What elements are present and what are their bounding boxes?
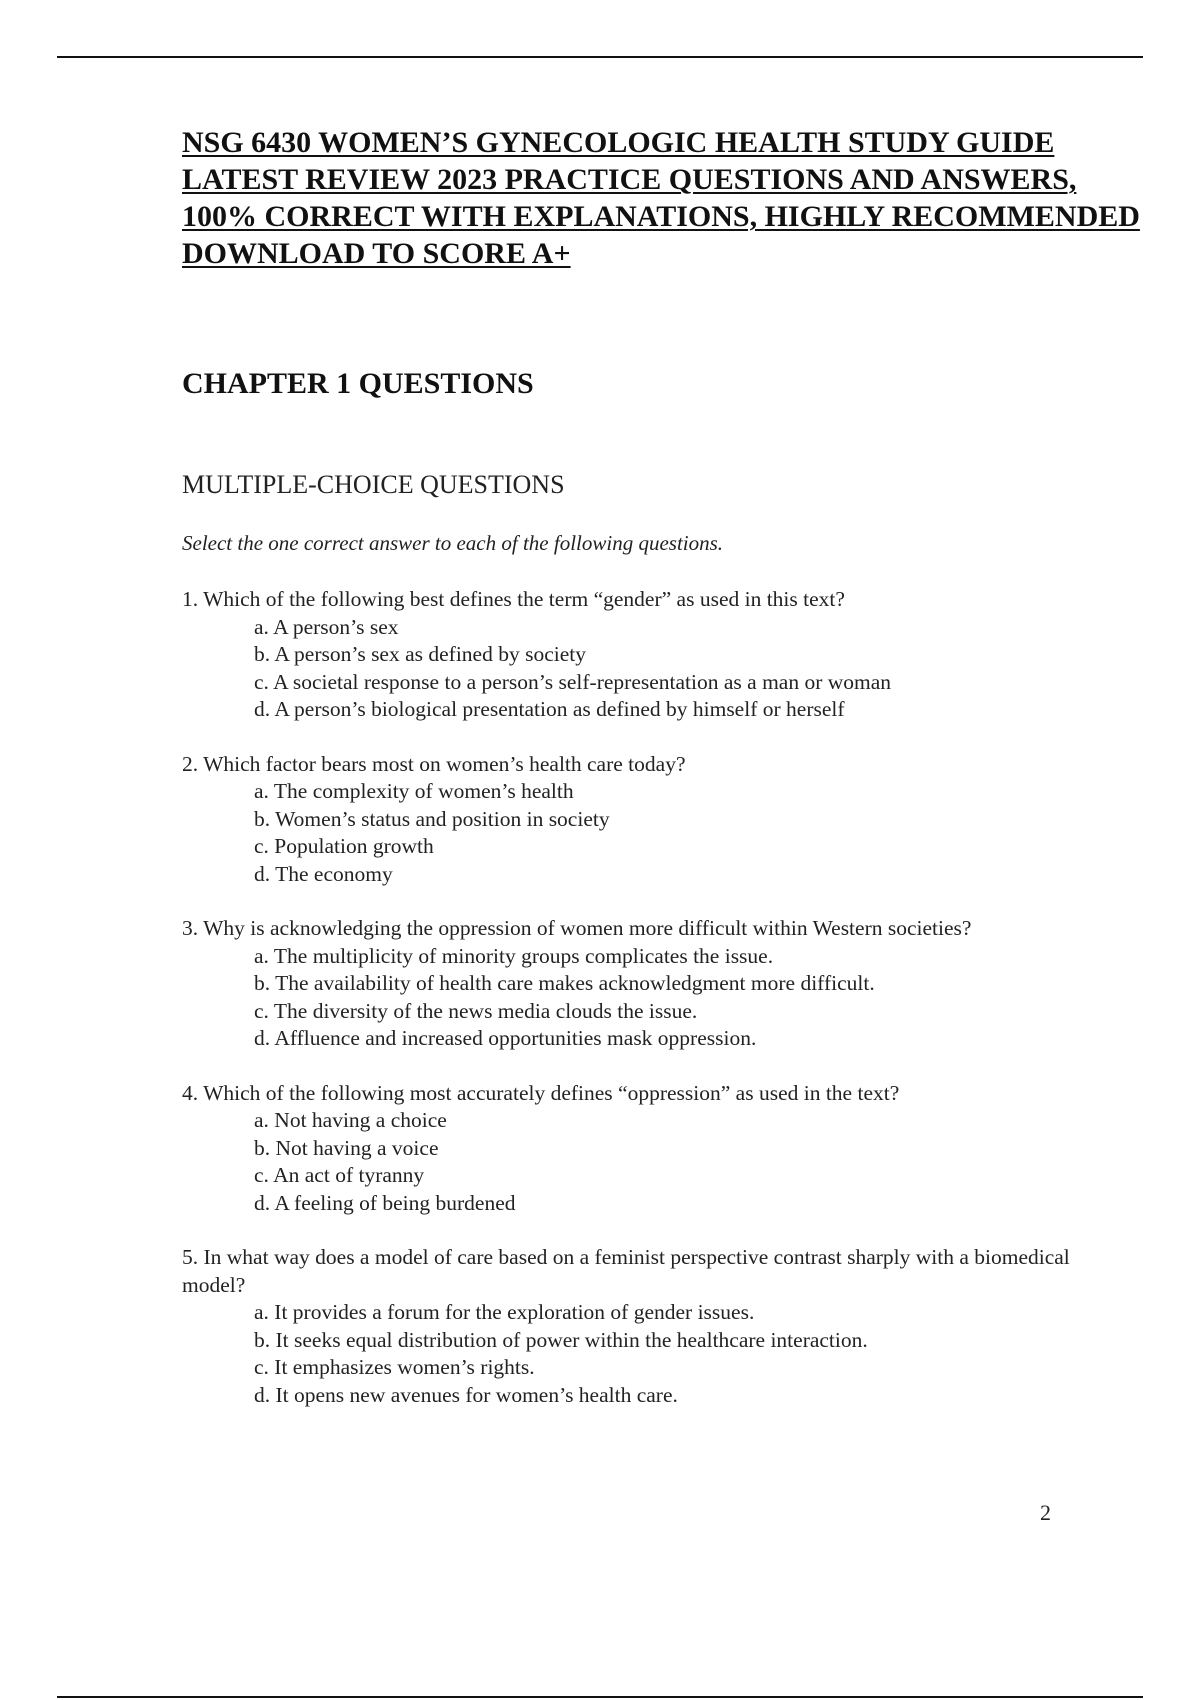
answer-option: c. An act of tyranny	[254, 1163, 425, 1187]
document-title	[182, 124, 1200, 272]
answer-option: a. A person’s sex	[254, 614, 399, 639]
answer-options	[182, 1107, 1082, 1217]
question-3	[182, 915, 1082, 1053]
answer-option: c. It emphasizes women’s rights.	[254, 1355, 535, 1379]
answer-option: d. The economy	[254, 861, 393, 886]
answer-options	[182, 614, 1082, 724]
answer-option: b. It seeks equal distribution of power within the healthcare interaction.	[254, 1327, 868, 1352]
title-line: LATEST REVIEW 2023 PRACTICE QUESTIONS AND ANSWERS,	[182, 163, 1077, 196]
answer-option: a. The complexity of women’s health	[254, 779, 574, 803]
answer-option: b. A person’s sex as defined by society	[254, 642, 587, 666]
bottom-rule	[57, 1696, 1143, 1698]
question-stem: 3. Why is acknowledging the oppression of women more difficult within Western societies?	[182, 916, 972, 940]
top-rule	[57, 56, 1143, 58]
answer-options	[182, 943, 1082, 1053]
answer-option: a. The multiplicity of minority groups complicates the issue.	[254, 943, 774, 968]
question-5	[182, 1244, 1082, 1409]
title-line: DOWNLOAD TO SCORE A+	[182, 237, 571, 270]
answer-option: a. Not having a choice	[254, 1108, 447, 1132]
page-content	[182, 124, 1200, 1407]
answer-options	[182, 1299, 1082, 1409]
answer-option: c. Population growth	[254, 834, 434, 858]
answer-option: c. A societal response to a person’s self-representation as a man or woman	[254, 669, 892, 694]
answer-option: d. Affluence and increased opportunities mask oppression.	[254, 1026, 757, 1050]
answer-option: c. The diversity of the news media clouds the issue.	[254, 998, 698, 1023]
question-list	[182, 586, 1082, 1436]
answer-option: d. A feeling of being burdened	[254, 1190, 516, 1215]
page-number: 2	[1040, 1500, 1051, 1525]
question-1	[182, 586, 1082, 724]
question-2	[182, 751, 1082, 889]
question-4	[182, 1080, 1082, 1218]
chapter-heading: CHAPTER 1 QUESTIONS	[182, 367, 534, 400]
answer-option: b. Women’s status and position in society	[254, 806, 610, 831]
answer-options	[182, 778, 1082, 888]
answer-option: d. It opens new avenues for women’s health care.	[254, 1382, 678, 1407]
instructions-text: Select the one correct answer to each of the following questions.	[182, 531, 724, 555]
section-heading: MULTIPLE-CHOICE QUESTIONS	[182, 470, 565, 499]
answer-option: b. Not having a voice	[254, 1135, 439, 1160]
question-stem: 1. Which of the following best defines the term “gender” as used in this text?	[182, 587, 845, 611]
answer-option: a. It provides a forum for the exploration of gender issues.	[254, 1300, 755, 1324]
title-line: 100% CORRECT WITH EXPLANATIONS, HIGHLY RECOMMENDED	[182, 200, 1140, 233]
question-stem: 5. In what way does a model of care based on a feminist perspective contrast sharply with a biomedical model?	[182, 1245, 1070, 1297]
answer-option: b. The availability of health care makes acknowledgment more difficult.	[254, 971, 875, 995]
title-line: NSG 6430 WOMEN’S GYNECOLOGIC HEALTH STUDY GUIDE	[182, 126, 1055, 159]
answer-option: d. A person’s biological presentation as defined by himself or herself	[254, 697, 845, 721]
question-stem: 4. Which of the following most accurately defines “oppression” as used in the text?	[182, 1080, 900, 1105]
question-stem: 2. Which factor bears most on women’s health care today?	[182, 751, 686, 776]
